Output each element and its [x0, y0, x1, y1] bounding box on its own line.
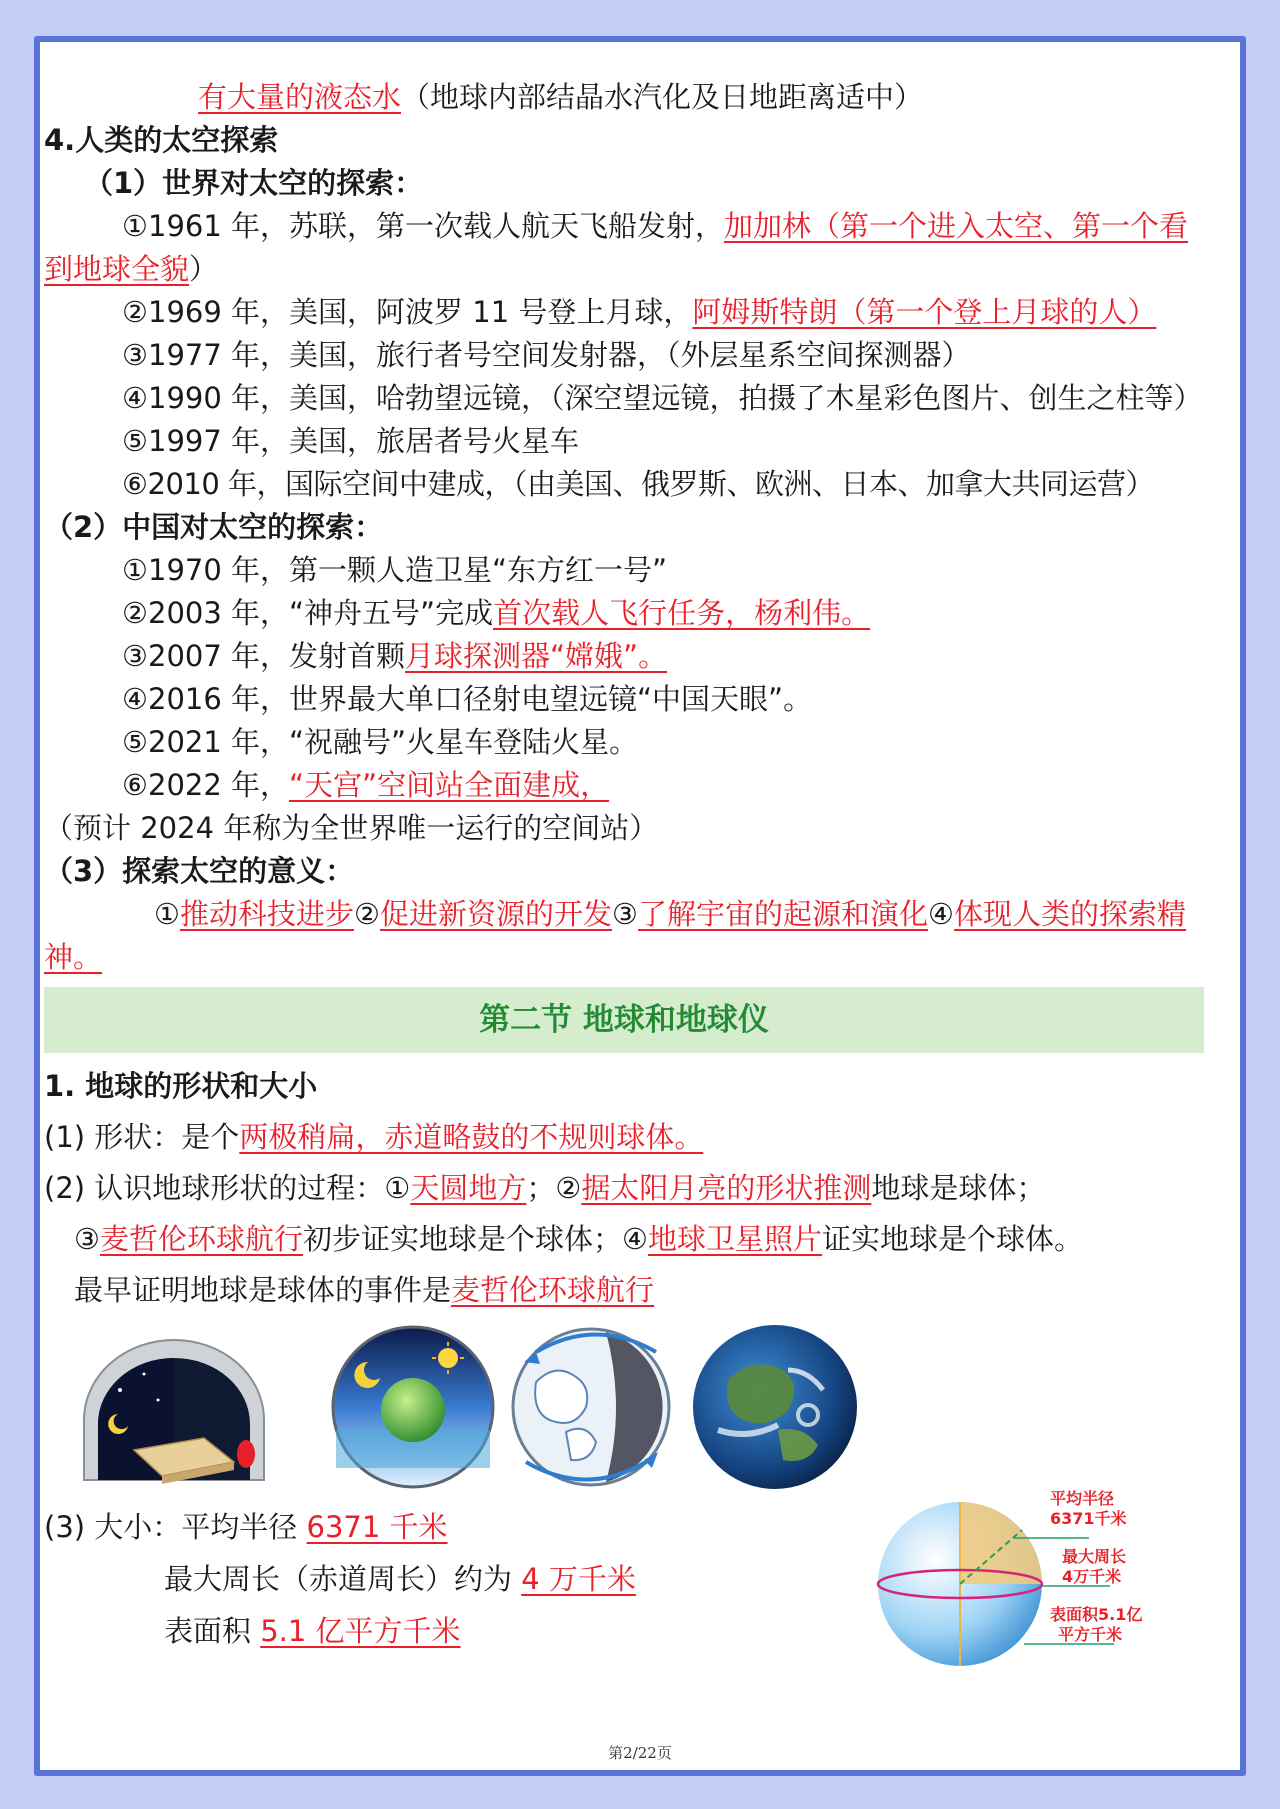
sky-dome-illustration [74, 1330, 274, 1490]
satellite-earth-photo [688, 1320, 862, 1494]
china-heading: （2）中国对太空的探索： [44, 510, 384, 544]
china-item-6: ⑥2022 年，“天宫”空间站全面建成，（预计 2024 年称为全世界唯一运行的空间站） [44, 768, 659, 845]
world-heading: （1）世界对太空的探索： [84, 166, 424, 200]
shape-line: (1) 形状：是个两极稍扁，赤道略鼓的不规则球体。 [44, 1120, 704, 1154]
china-item-2: ②2003 年，“神舟五号”完成首次载人飞行任务，杨利伟。 [122, 596, 871, 630]
globe-label-radius-2: 6371千米 [1050, 1509, 1127, 1528]
china-item-1: ①1970 年，第一颗人造卫星“东方红一号” [122, 553, 668, 587]
china-item-4: ④2016 年，世界最大单口径射电望远镜“中国天眼”。 [122, 682, 813, 716]
globe-label-circ-2: 4万千米 [1062, 1567, 1122, 1586]
world-item-2: ②1969 年，美国，阿波罗 11 号登上月球，阿姆斯特朗（第一个登上月球的人） [122, 295, 1157, 329]
size-area-line: 表面积 5.1 亿平方千米 [164, 1614, 461, 1648]
meaning-line: ①推动科技进步②促进新资源的开发③了解宇宙的起源和演化④体现人类的探索精神。 [44, 897, 1187, 974]
process-line-2: ③麦哲伦环球航行初步证实地球是个球体；④地球卫星照片证实地球是个球体。 [74, 1222, 1084, 1256]
world-item-5: ⑤1997 年，美国，旅居者号火星车 [122, 424, 580, 458]
china-item-5: ⑤2021 年，“祝融号”火星车登陆火星。 [122, 725, 639, 759]
earliest-line: 最早证明地球是球体的事件是麦哲伦环球航行 [74, 1273, 655, 1307]
intro-line [44, 76, 1204, 119]
globe-label-area-2: 平方千米 [1058, 1625, 1123, 1644]
intro-rest-text: （地球内部结晶水汽化及日地距离适中） [401, 80, 924, 114]
world-item-1: ①1961 年，苏联，第一次载人航天飞船发射，加加林（第一个进入太空、第一个看到地球全貌） [44, 209, 1189, 286]
world-item-6: ⑥2010 年，国际空间中建成，（由美国、俄罗斯、欧洲、日本、加拿大共同运营） [122, 467, 1155, 501]
section2-title-bar: 第二节 地球和地球仪 [44, 987, 1204, 1053]
globe-size-diagram [874, 1474, 1174, 1674]
section4-title: 4.人类的太空探索 [44, 123, 279, 157]
china-item-3: ③2007 年，发射首颗月球探测器“嫦娥”。 [122, 639, 668, 673]
section2-heading: 1. 地球的形状和大小 [44, 1069, 318, 1103]
world-item-3: ③1977 年，美国，旅行者号空间发射器，（外层星系空间探测器） [122, 338, 971, 372]
sun-moon-earth-illustration [328, 1322, 498, 1492]
process-line-1: (2) 认识地球形状的过程：①天圆地方；②据太阳月亮的形状推测地球是球体； [44, 1171, 1046, 1205]
globe-label-circ-1: 最大周长 [1062, 1547, 1127, 1566]
world-item-4: ④1990 年，美国，哈勃望远镜，（深空望远镜，拍摄了木星彩色图片、创生之柱等） [122, 381, 1203, 415]
meaning-heading: （3）探索太空的意义： [44, 854, 355, 888]
document-page [44, 76, 1204, 1680]
size-radius-line: (3) 大小：平均半径 6371 千米 [44, 1510, 448, 1544]
circumnavigation-illustration [506, 1322, 676, 1492]
size-block [44, 1489, 1204, 1680]
globe-label-radius-1: 平均半径 [1050, 1489, 1115, 1508]
earth-shape-figures [44, 1320, 1204, 1500]
page-number: 第2/22页 [608, 1744, 672, 1762]
intro-red-text: 有大量的液态水 [198, 80, 402, 114]
globe-label-area-1: 表面积5.1亿 [1050, 1605, 1143, 1624]
size-circumference-line: 最大周长（赤道周长）约为 4 万千米 [164, 1562, 636, 1596]
